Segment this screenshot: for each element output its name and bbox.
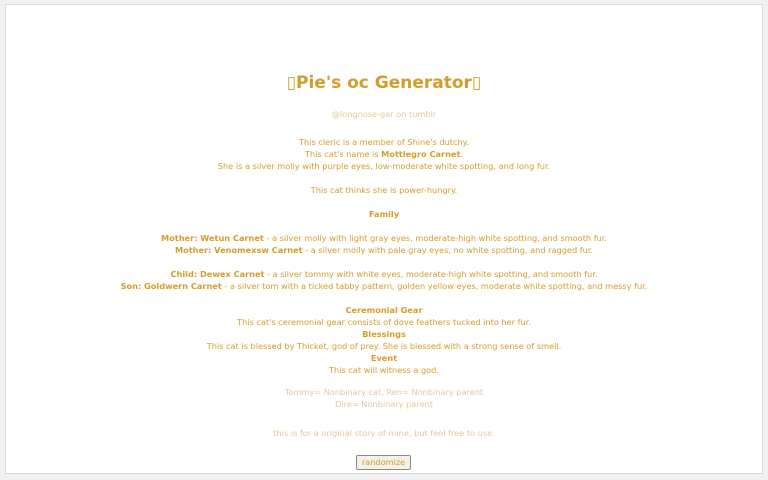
child-label: Son: Goldwern Carnet <box>120 281 222 291</box>
randomize-button[interactable]: randomize <box>356 455 411 470</box>
family-parent <box>0 245 768 256</box>
family-child <box>0 269 768 280</box>
intro-description: She is a silver molly with purple eyes, low-moderate white spotting, and long fur. <box>217 161 551 171</box>
parent-label: Mother: Venomexsw Carnet <box>174 245 303 255</box>
ceremonial-text: This cat's ceremonial gear consists of dove feathers tucked into her fur. <box>237 317 531 327</box>
event-text: This cat will witness a god. <box>329 365 439 375</box>
credit-text: @longnose-gar on tumblr <box>331 109 437 119</box>
usage-note: this is for a original story of mine, but feel free to use. <box>273 428 495 438</box>
parent-desc: - a silver molly with light gray eyes, moderate-high white spotting, and smooth fur. <box>263 233 607 243</box>
page-title: ▯Pie's oc Generator▯ <box>286 73 482 93</box>
parent-desc: - a silver molly with pale gray eyes, no white spotting, and ragged fur. <box>302 245 594 255</box>
intro-membership: This cleric is a member of Shine's dutchy. <box>299 137 469 147</box>
legend-note: Dire= Nonbinary parent <box>335 399 433 409</box>
cat-name: Mottlegro Carnet <box>381 149 461 159</box>
blessings-text: This cat is blessed by Thicket, god of prey. She is blessed with a strong sense of smell. <box>206 341 562 351</box>
blessings-heading: Blessings <box>362 329 406 339</box>
child-label: Child: Dewex Carnet <box>170 269 265 279</box>
event-heading: Event <box>370 353 398 363</box>
family-heading: Family <box>368 209 400 219</box>
name-prefix: This cat's name is <box>305 149 382 159</box>
parent-label: Mother: Wetun Carnet <box>161 233 264 243</box>
family-parent <box>0 233 768 244</box>
child-desc: - a silver tommy with white eyes, moderate-high white spotting, and smooth fur. <box>264 269 598 279</box>
child-desc: - a silver tom with a ticked tabby pattern, golden yellow eyes, moderate white spotting, and messy fur. <box>221 281 648 291</box>
intro-name-line <box>0 149 768 160</box>
legend-note: Tommy= Nonbinary cat, Ren= Nonbinary parent <box>284 387 484 397</box>
ceremonial-heading: Ceremonial Gear <box>345 305 423 315</box>
family-child <box>0 281 768 292</box>
cat-thought: This cat thinks she is power-hungry. <box>310 185 458 195</box>
name-suffix: . <box>460 149 463 159</box>
